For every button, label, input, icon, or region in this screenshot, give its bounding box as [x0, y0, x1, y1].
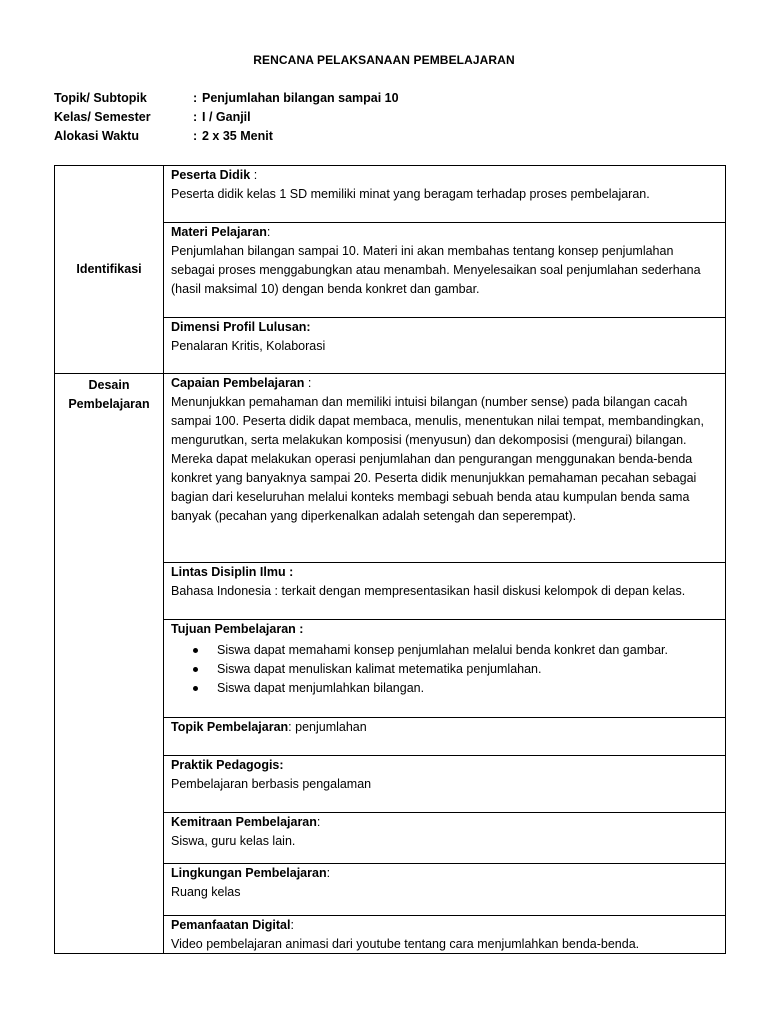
cell-heading: Lintas Disiplin Ilmu : — [171, 565, 294, 579]
cell-heading-suffix: : — [326, 866, 331, 880]
cell-text: Pembelajaran berbasis pengalaman — [171, 777, 372, 791]
cell-heading-suffix: : — [266, 225, 271, 239]
cell-text: Penalaran Kritis, Kolaborasi — [171, 339, 326, 353]
section-label-identifikasi — [55, 166, 164, 374]
goals-list — [171, 641, 719, 698]
cell-text: Menunjukkan pemahaman dan memiliki intuisi bilangan (number sense) pada bilangan cacah sampai 100. Peserta didik dapat membaca, menulis, menentukan nilai tempat, membandingkan, mengurutkan, serta melakukan komposisi (menyusun) dan dekomposisi (mengurai) bilangan. Mereka dapat melakukan operasi penjumlahan dan pengurangan menggunakan benda-benda konkret yang banyaknya sampai 20. Peserta didik menunjukkan pemahaman pecahan sebagai bagian dari keseluruhan melalui konteks membagi sebuah benda atau kumpulan benda sama banyak (pecahan yang diperkenalkan adalah setengah dan seperempat). — [171, 395, 704, 523]
cell-heading: Praktik Pedagogis: — [171, 758, 284, 772]
list-item: Siswa dapat menuliskan kalimat metematika penjumlahan. — [217, 660, 719, 679]
meta-value: I / Ganjil — [202, 110, 251, 124]
cell-heading: Capaian Pembelajaran — [171, 376, 305, 390]
section-label-desain — [55, 374, 164, 954]
meta-label: Topik/ Subtopik — [54, 91, 147, 105]
cell-text: : penjumlahan — [288, 720, 367, 734]
list-item: Siswa dapat memahami konsep penjumlahan melalui benda konkret dan gambar. — [217, 641, 719, 660]
cell-heading: Kemitraan Pembelajaran — [171, 815, 317, 829]
document-title: RENCANA PELAKSANAAN PEMBELAJARAN — [253, 53, 515, 67]
table-row — [55, 166, 726, 223]
meta-colon: : — [193, 91, 198, 105]
meta-label: Alokasi Waktu — [54, 129, 139, 143]
cell-text: Peserta didik kelas 1 SD memiliki minat yang beragam terhadap proses pembelajaran. — [171, 187, 650, 201]
meta-value: Penjumlahan bilangan sampai 10 — [202, 91, 399, 105]
cell-peserta-didik — [164, 166, 726, 223]
cell-heading-suffix: : — [304, 376, 312, 390]
rpp-table — [54, 165, 726, 954]
list-item: Siswa dapat menjumlahkan bilangan. — [217, 679, 719, 698]
cell-praktik-pedagogis — [164, 756, 726, 813]
cell-lintas-disiplin — [164, 563, 726, 620]
cell-lingkungan-pembelajaran — [164, 864, 726, 916]
cell-text: Bahasa Indonesia : terkait dengan mempresentasikan hasil diskusi kelompok di depan kelas. — [171, 584, 686, 598]
meta-value: 2 x 35 Menit — [202, 129, 273, 143]
cell-heading: Materi Pelajaran — [171, 225, 267, 239]
cell-capaian-pembelajaran — [164, 374, 726, 563]
cell-pemanfaatan-digital — [164, 916, 726, 954]
cell-topik-pembelajaran — [164, 718, 726, 756]
meta-colon: : — [193, 129, 198, 143]
cell-heading-suffix: : — [316, 815, 321, 829]
cell-text: Penjumlahan bilangan sampai 10. Materi ini akan membahas tentang konsep penjumlahan sebagai proses menggabungkan atau menambah. Menyelesaikan soal penjumlahan sederhana (hasil maksimal 10) dengan benda konkret dan gambar. — [171, 244, 701, 296]
cell-tujuan-pembelajaran — [164, 620, 726, 718]
table-row — [55, 374, 726, 563]
cell-heading: Tujuan Pembelajaran : — [171, 622, 304, 636]
cell-heading: Pemanfaatan Digital — [171, 918, 291, 932]
cell-text: Siswa, guru kelas lain. — [171, 834, 296, 848]
cell-heading-suffix: : — [290, 918, 294, 932]
cell-text: Video pembelajaran animasi dari youtube tentang cara menjumlahkan benda-benda. — [171, 937, 640, 951]
cell-text: Ruang kelas — [171, 885, 241, 899]
cell-kemitraan-pembelajaran — [164, 813, 726, 864]
meta-label: Kelas/ Semester — [54, 110, 151, 124]
cell-heading: Lingkungan Pembelajaran — [171, 866, 327, 880]
cell-materi-pelajaran — [164, 223, 726, 318]
section-label-text: Identifikasi — [76, 262, 142, 276]
cell-heading: Dimensi Profil Lulusan: — [171, 320, 311, 334]
cell-heading: Peserta Didik — [171, 168, 251, 182]
section-label-text: Pembelajaran — [68, 397, 150, 411]
cell-heading: Topik Pembelajaran — [171, 720, 289, 734]
cell-dimensi-profil — [164, 318, 726, 374]
meta-colon: : — [193, 110, 198, 124]
cell-heading-suffix: : — [250, 168, 258, 182]
section-label-text: Desain — [88, 378, 130, 392]
